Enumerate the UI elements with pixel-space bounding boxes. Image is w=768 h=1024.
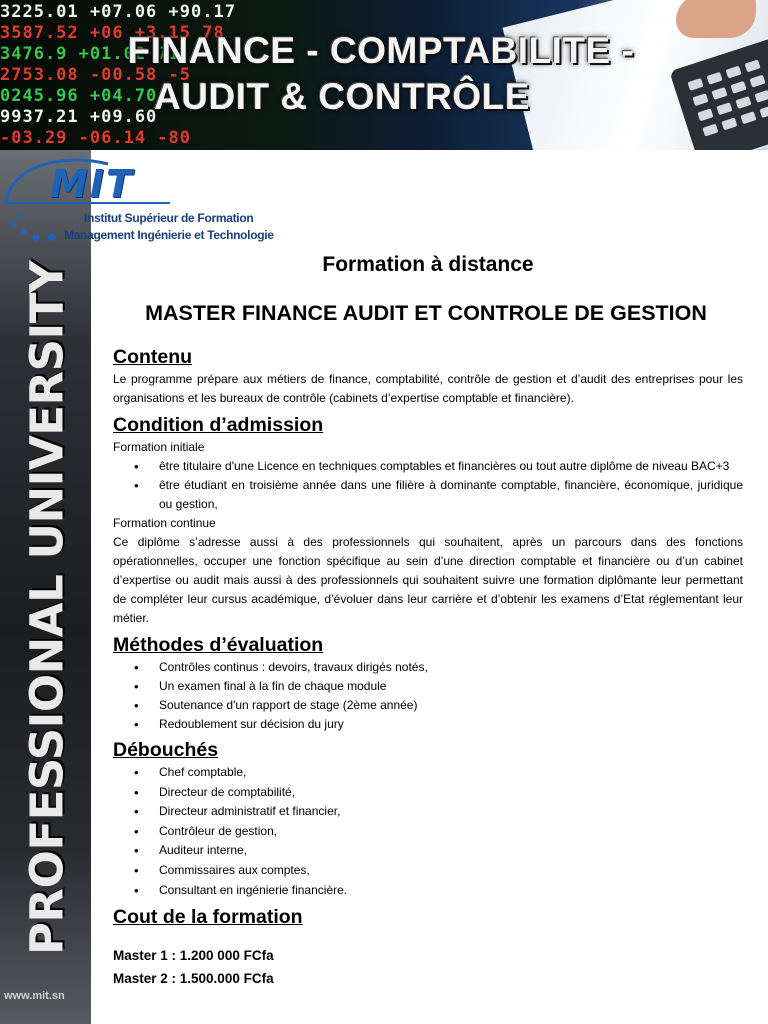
list-item: • être titulaire d'une Licence en techniques comptables et financières ou tout autre diplôme de niveau BAC+3 [113, 457, 743, 476]
list-item: • Redoublement sur décision du jury [113, 715, 743, 734]
list-item: • Chef comptable, [113, 763, 743, 783]
website-url: www.mit.sn [4, 990, 65, 1002]
banner-title-line1: FINANCE - COMPTABILITE - [127, 30, 635, 71]
section-title-cout: Cout de la formation [113, 906, 303, 929]
list-item: • Contrôles continus : devoirs, travaux dirigés notés, [113, 658, 743, 677]
contenu-text: Le programme prépare aux métiers de finance, comptabilité, contrôle de gestion et d’audit des entreprises pour les organisations et les bureaux de contrôle (cabinets d’expertise comptable et financière). [113, 372, 743, 405]
banner-title-line2: AUDIT & CONTRÔLE [154, 76, 530, 117]
ticker-row: 2753.08 -00.58 -5 [0, 65, 191, 85]
list-item: • Commissaires aux comptes, [113, 861, 743, 881]
evaluation-list [113, 658, 743, 734]
formation-continue-text: Ce diplôme s’adresse aussi à des professionnels qui souhaitent, après un parcours dans des fonctions opérationnelles, occuper une fonction spécifique au sein d’une direction comptable et financière ou d’un cabinet d’expertise ou audit mais aussi à des professionnels qui souhaitent suivre une formation diplômante leur permettant de compléter leur cursus académique, d’évoluer dans leur carrière et d’obtenir les examens d’Etat réglementant leur métier. [113, 535, 743, 625]
ticker-row: 3225.01 +07.06 +90.17 [0, 2, 236, 22]
ticker-row: 9937.21 +09.60 [0, 107, 158, 127]
formation-initiale-label: Formation initiale [113, 440, 205, 454]
stock-ticker-image [0, 0, 240, 150]
price-master-2: Master 2 : 1.500.000 FCfa [113, 971, 274, 987]
list-item: • Consultant en ingénierie financière. [113, 881, 743, 901]
section-title-evaluation: Méthodes d’évaluation [113, 634, 324, 656]
admission-list [113, 457, 743, 514]
section-title-admission: Condition d’admission [113, 414, 324, 436]
section-title-contenu: Contenu [113, 346, 193, 368]
list-item: • Directeur de comptabilité, [113, 783, 743, 803]
ticker-row: 3587.52 +06 +3.15 78 [0, 23, 225, 43]
list-item: • Directeur administratif et financier, [113, 802, 743, 822]
section-title-debouches: Débouchés [113, 739, 219, 761]
price-master-1: Master 1 : 1.200 000 FCfa [113, 948, 274, 964]
ticker-row: 3476.9 +01.02 71 [0, 44, 180, 64]
list-item: • Contrôleur de gestion, [113, 822, 743, 842]
ticker-row: -03.29 -06.14 -80 [0, 128, 191, 148]
logo-subtitle-2: Management Ingénierie et Technologie [64, 228, 274, 242]
debouches-list [113, 763, 743, 900]
list-item: • Un examen final à la fin de chaque module [113, 677, 743, 696]
document-subtitle: Formation à distance [322, 253, 534, 276]
document-body [113, 253, 743, 990]
list-item: • être étudiant en troisième année dans une filière à dominante comptable, financière, économique, juridique ou gestion, [113, 476, 743, 514]
logo-subtitle-1: Institut Supérieur de Formation [84, 211, 254, 225]
ticker-row: 0245.96 +04.70 [0, 86, 158, 106]
list-item: • Auditeur interne, [113, 841, 743, 861]
header-banner [0, 0, 768, 150]
list-item: • Soutenance d'un rapport de stage (2ème année) [113, 696, 743, 715]
formation-continue-label: Formation continue [113, 516, 216, 530]
side-text-label: PROFESSIONAL UNIVERSITY [20, 260, 74, 956]
mit-logo [0, 150, 274, 250]
document-title: MASTER FINANCE AUDIT ET CONTROLE DE GESTION [145, 301, 707, 325]
logo-wordmark: MIT [50, 162, 134, 206]
